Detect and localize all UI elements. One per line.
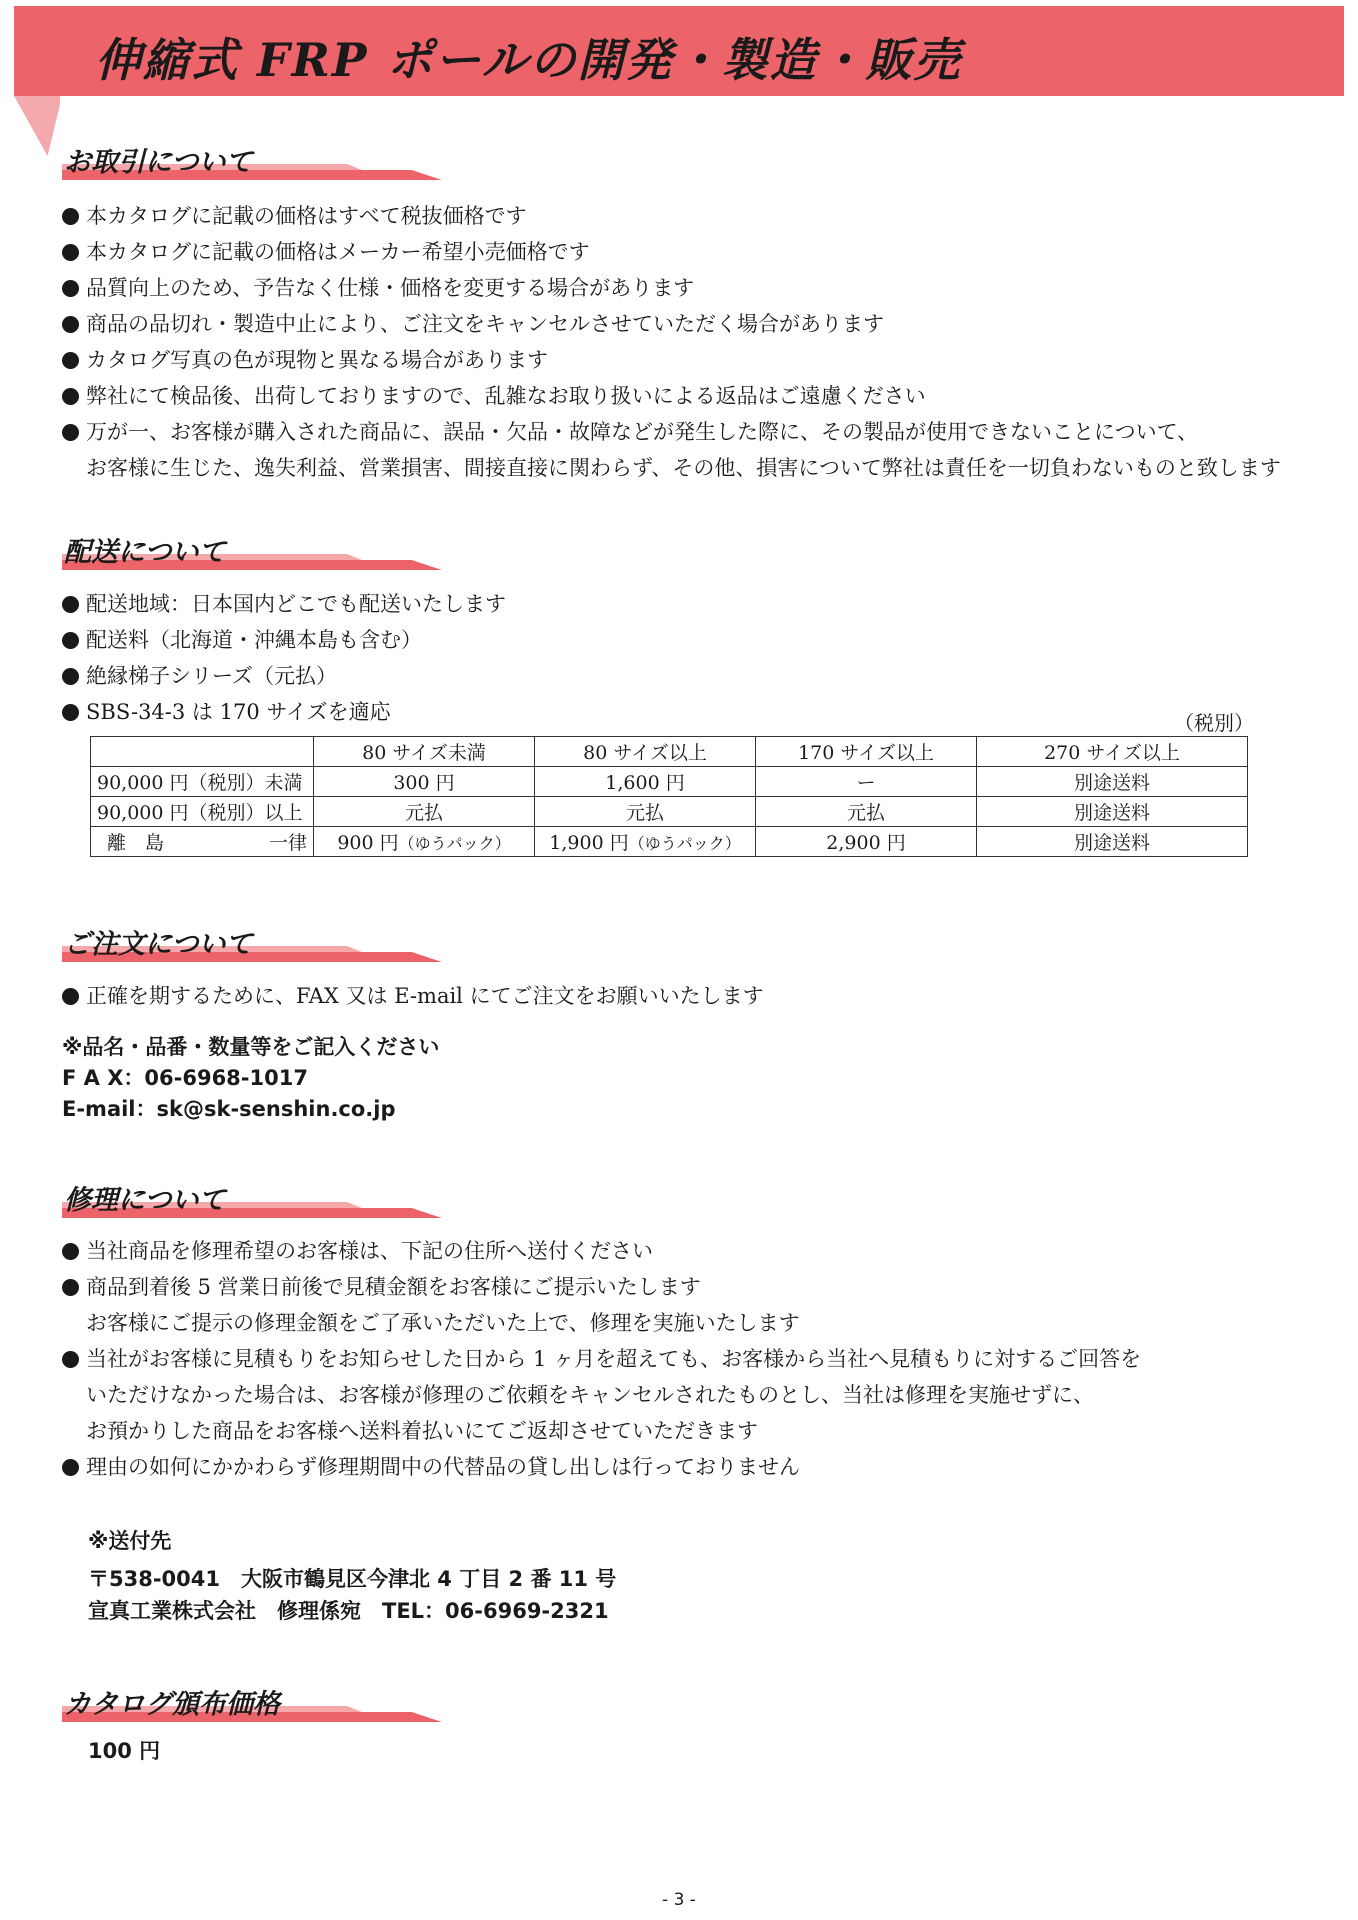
table-cell: 別途送料 — [977, 767, 1248, 797]
list-item: 当社商品を修理希望のお客様は、下記の住所へ送付ください — [62, 1233, 1141, 1269]
list-item: 弊社にて検品後、出荷しておりますので、乱雑なお取り扱いによる返品はご遠慮ください — [62, 378, 1281, 414]
bullet-icon — [62, 208, 79, 225]
bullet-icon — [62, 596, 79, 613]
table-row — [91, 767, 1248, 797]
list-item: 理由の如何にかかわらず修理期間中の代替品の貸し出しは行っておりません — [62, 1449, 1141, 1485]
table-row-label: 90,000 円（税別）以上 — [91, 797, 314, 827]
list-item: カタログ写真の色が現物と異なる場合があります — [62, 342, 1281, 378]
section-heading-haisou — [62, 530, 462, 576]
table-cell: 2,900 円 — [756, 827, 977, 857]
table-header-cell: 80 サイズ未満 — [314, 737, 535, 767]
list-item: 万が一、お客様が購入された商品に、誤品・欠品・故障などが発生した際に、その製品が使用できないことについて、 — [62, 414, 1281, 450]
bullet-icon — [62, 1459, 79, 1476]
catalog-price: 100 円 — [88, 1739, 161, 1763]
order-contact — [62, 1032, 439, 1125]
table-header-cell: 80 サイズ以上 — [535, 737, 756, 767]
list-item: 本カタログに記載の価格はすべて税抜価格です — [62, 198, 1281, 234]
list-item-continuation: いただけなかった場合は、お客様が修理のご依頼をキャンセルされたものとし、当社は修理を実施せずに、 — [86, 1383, 1094, 1407]
list-item-continuation: お客様に生じた、逸失利益、営業損害、間接直接に関わらず、その他、損害について弊社は責任を一切負わないものと致します — [86, 456, 1281, 480]
list-item: 本カタログに記載の価格はメーカー希望小売価格です — [62, 234, 1281, 270]
repair-address-block — [88, 1522, 616, 1630]
section-heading-text: 修理について — [64, 1185, 226, 1216]
haisou-list — [62, 586, 506, 730]
table-cell: 元払 — [314, 797, 535, 827]
page-number: - 3 - — [662, 1890, 696, 1910]
table-row-label: 90,000 円（税別）未満 — [91, 767, 314, 797]
torihiki-list — [62, 198, 1281, 486]
bullet-icon — [62, 1279, 79, 1296]
fax-number: F A X：06-6968-1017 — [62, 1066, 308, 1090]
bullet-icon — [62, 244, 79, 261]
table-header-cell — [91, 737, 314, 767]
section-heading-shuuri — [62, 1178, 462, 1224]
bullet-icon — [62, 424, 79, 441]
list-item: 当社がお客様に見積もりをお知らせした日から 1 ヶ月を超えても、お客様から当社へ見積もりに対するご回答を — [62, 1341, 1141, 1377]
table-cell: 別途送料 — [977, 827, 1248, 857]
table-row — [91, 797, 1248, 827]
postal-address: 〒538-0041 大阪市鶴見区今津北 4 丁目 2 番 11 号 — [88, 1567, 617, 1591]
table-cell: ー — [756, 767, 977, 797]
list-item-continuation: お客様にご提示の修理金額をご了承いただいた上で、修理を実施いたします — [86, 1311, 800, 1335]
table-cell: 元払 — [535, 797, 756, 827]
bullet-icon — [62, 632, 79, 649]
list-item: 商品到着後 5 営業日前後で見積金額をお客様にご提示いたします — [62, 1269, 1141, 1305]
page-title: 伸縮式 FRP ポールの開発・製造・販売 — [95, 33, 962, 87]
table-cell: 900 円（ゆうパック） — [314, 827, 535, 857]
list-item: SBS-34-3 は 170 サイズを適応 — [62, 694, 506, 730]
table-header-cell: 270 サイズ以上 — [977, 737, 1248, 767]
bullet-icon — [62, 704, 79, 721]
list-item: 正確を期するために、FAX 又は E-mail にてご注文をお願いいたします — [62, 978, 764, 1014]
table-row-label — [91, 827, 314, 857]
table-cell: 1,900 円（ゆうパック） — [535, 827, 756, 857]
section-heading-torihiki — [62, 140, 462, 186]
bullet-icon — [62, 280, 79, 297]
bullet-icon — [62, 668, 79, 685]
bullet-icon — [62, 388, 79, 405]
table-cell: 1,600 円 — [535, 767, 756, 797]
section-heading-chuumon — [62, 922, 462, 968]
list-item-continuation: お預かりした商品をお客様へ送料着払いにてご返却させていただきます — [86, 1419, 758, 1443]
bullet-icon — [62, 352, 79, 369]
list-item: 絶縁梯子シリーズ（元払） — [62, 658, 506, 694]
list-item: 商品の品切れ・製造中止により、ご注文をキャンセルさせていただく場合があります — [62, 306, 1281, 342]
order-note: ※品名・品番・数量等をご記入ください — [62, 1035, 440, 1059]
section-heading-text: カタログ頒布価格 — [64, 1689, 280, 1720]
island-label: 離 島 — [107, 832, 165, 854]
tax-note: （税別） — [1174, 711, 1254, 735]
flat-rate-label: 一律 — [268, 832, 307, 854]
section-heading-text: 配送について — [64, 537, 226, 568]
list-item: 配送料（北海道・沖縄本島も含む） — [62, 622, 506, 658]
table-header-cell: 170 サイズ以上 — [756, 737, 977, 767]
section-heading-text: ご注文について — [64, 929, 253, 960]
table-header-row — [91, 737, 1248, 767]
bullet-icon — [62, 316, 79, 333]
bullet-icon — [62, 1243, 79, 1260]
bullet-icon — [62, 1351, 79, 1368]
table-row — [91, 827, 1248, 857]
chuumon-list — [62, 978, 764, 1014]
send-label: ※送付先 — [88, 1529, 172, 1553]
bullet-icon — [62, 988, 79, 1005]
section-heading-catalog — [62, 1682, 462, 1728]
company-contact: 宣真工業株式会社 修理係宛 TEL：06-6969-2321 — [88, 1599, 609, 1623]
shuuri-list — [62, 1233, 1141, 1485]
email-address[interactable]: E-mail：sk@sk-senshin.co.jp — [62, 1097, 396, 1121]
table-cell: 300 円 — [314, 767, 535, 797]
table-cell: 別途送料 — [977, 797, 1248, 827]
section-heading-text: お取引について — [64, 147, 253, 178]
list-item: 配送地域：日本国内どこでも配送いたします — [62, 586, 506, 622]
shipping-table — [90, 736, 1248, 857]
table-cell: 元払 — [756, 797, 977, 827]
list-item: 品質向上のため、予告なく仕様・価格を変更する場合があります — [62, 270, 1281, 306]
